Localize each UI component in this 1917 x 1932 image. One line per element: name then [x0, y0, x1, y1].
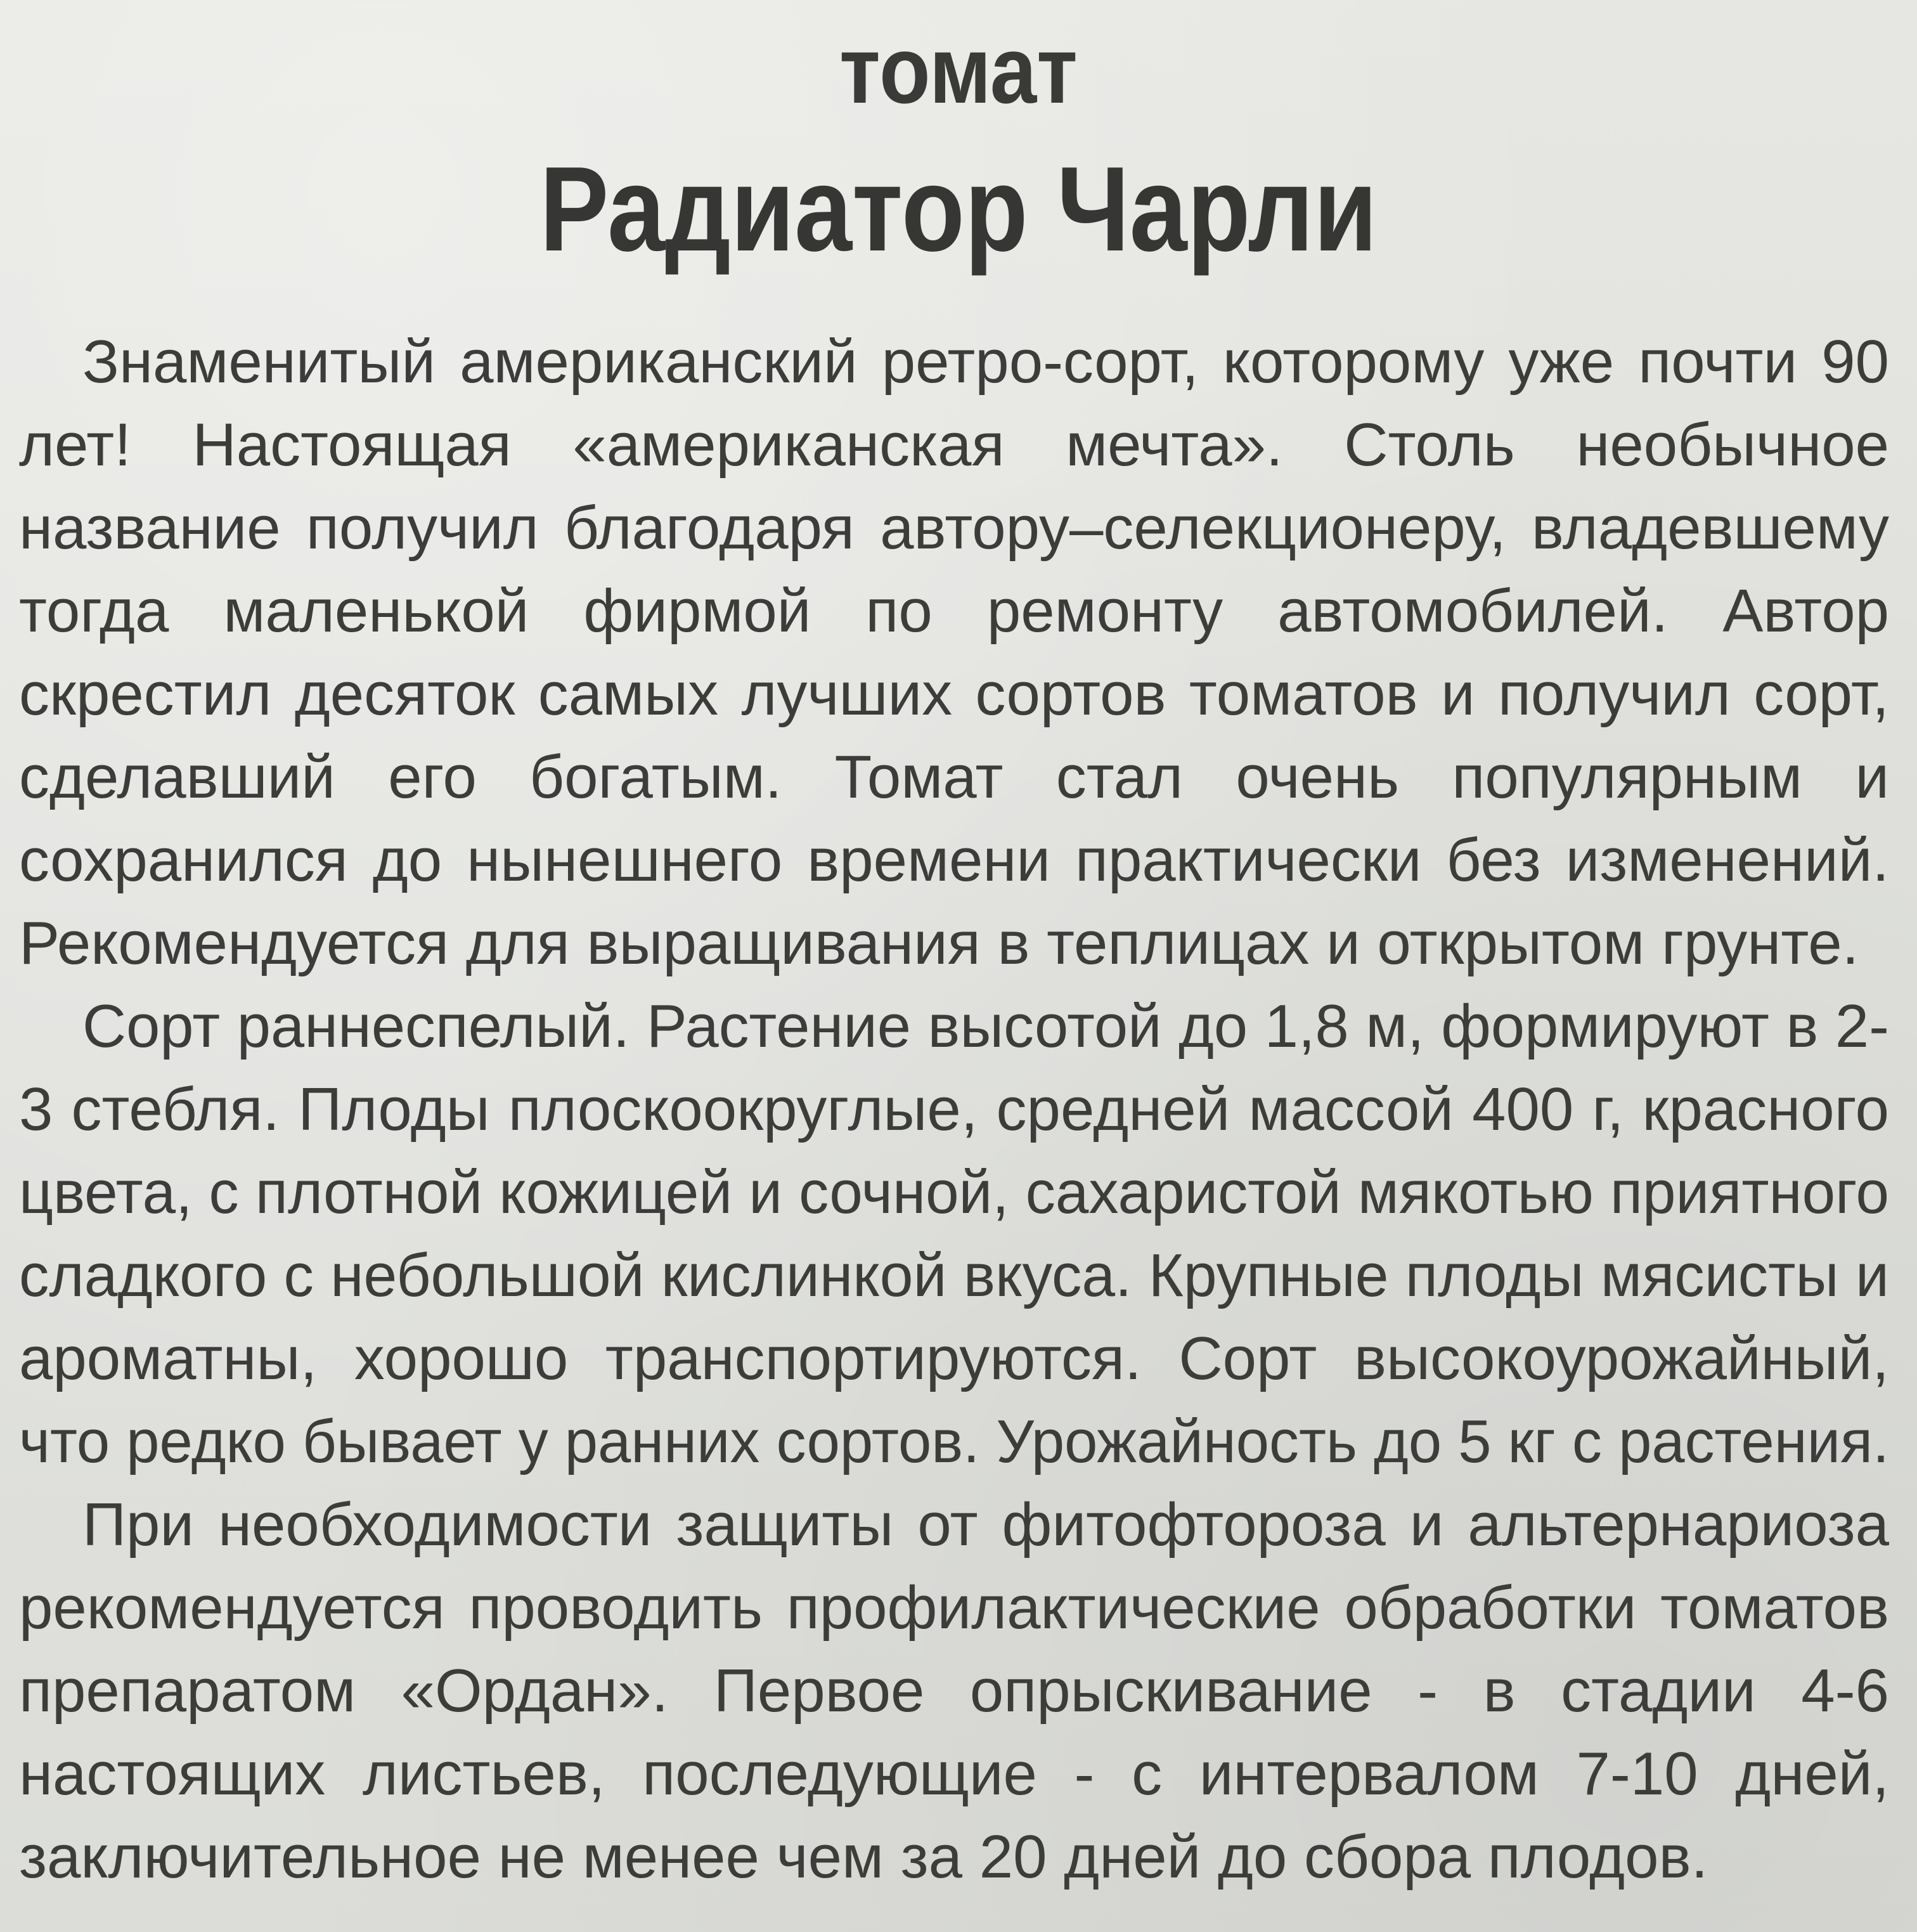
text-line: Знаменитый американский ретро-сорт, которому уже почти 90	[82, 328, 1889, 396]
text-line: настоящих листьев, последующие - с интервалом 7-10 дней,	[19, 1740, 1890, 1808]
text-line: сладкого с небольшой кислинкой вкуса. Крупные плоды мясисты и	[19, 1242, 1889, 1309]
text-line: сохранился до нынешнего времени практически без изменений.	[19, 826, 1889, 894]
text-line: скрестил десяток самых лучших сортов томатов и получил сорт,	[19, 660, 1889, 728]
text-line: цвета, с плотной кожицей и сочной, сахаристой мякотью приятного	[19, 1158, 1889, 1226]
text-line: При необходимости защиты от фитофтороза и альтернариоза	[82, 1491, 1890, 1559]
text-line: рекомендуется проводить профилактические обработки томатов	[19, 1574, 1890, 1642]
text-line: Сорт раннеспелый. Растение высотой до 1,8 м, формируют в 2-	[82, 992, 1889, 1060]
text-line: заключительное не менее чем за 20 дней до сбора плодов.	[19, 1823, 1708, 1891]
text-line: сделавший его богатым. Томат стал очень популярным и	[19, 743, 1889, 811]
text-line: что редко бывает у ранних сортов. Урожайность до 5 кг с растения.	[19, 1408, 1890, 1475]
text-line: название получил благодаря автору–селекционеру, владевшему	[19, 494, 1889, 562]
text-line: ароматны, хорошо транспортируются. Сорт высокоурожайный,	[19, 1325, 1889, 1392]
text-line: 3 стебля. Плоды плоскоокруглые, средней массой 400 г, красного	[19, 1075, 1889, 1143]
text-line: препаратом «Ордан». Первое опрыскивание - в стадии 4-6	[19, 1657, 1889, 1725]
text-line: тогда маленькой фирмой по ремонту автомобилей. Автор	[19, 577, 1889, 645]
text-line: Рекомендуется для выращивания в теплицах и открытом грунте.	[19, 909, 1859, 977]
description-text	[19, 320, 1889, 1898]
text-line: лет! Настоящая «американская мечта». Столь необычное	[19, 411, 1889, 479]
product-category: томат	[839, 16, 1078, 123]
variety-title: Радиатор Чарли	[539, 142, 1378, 276]
